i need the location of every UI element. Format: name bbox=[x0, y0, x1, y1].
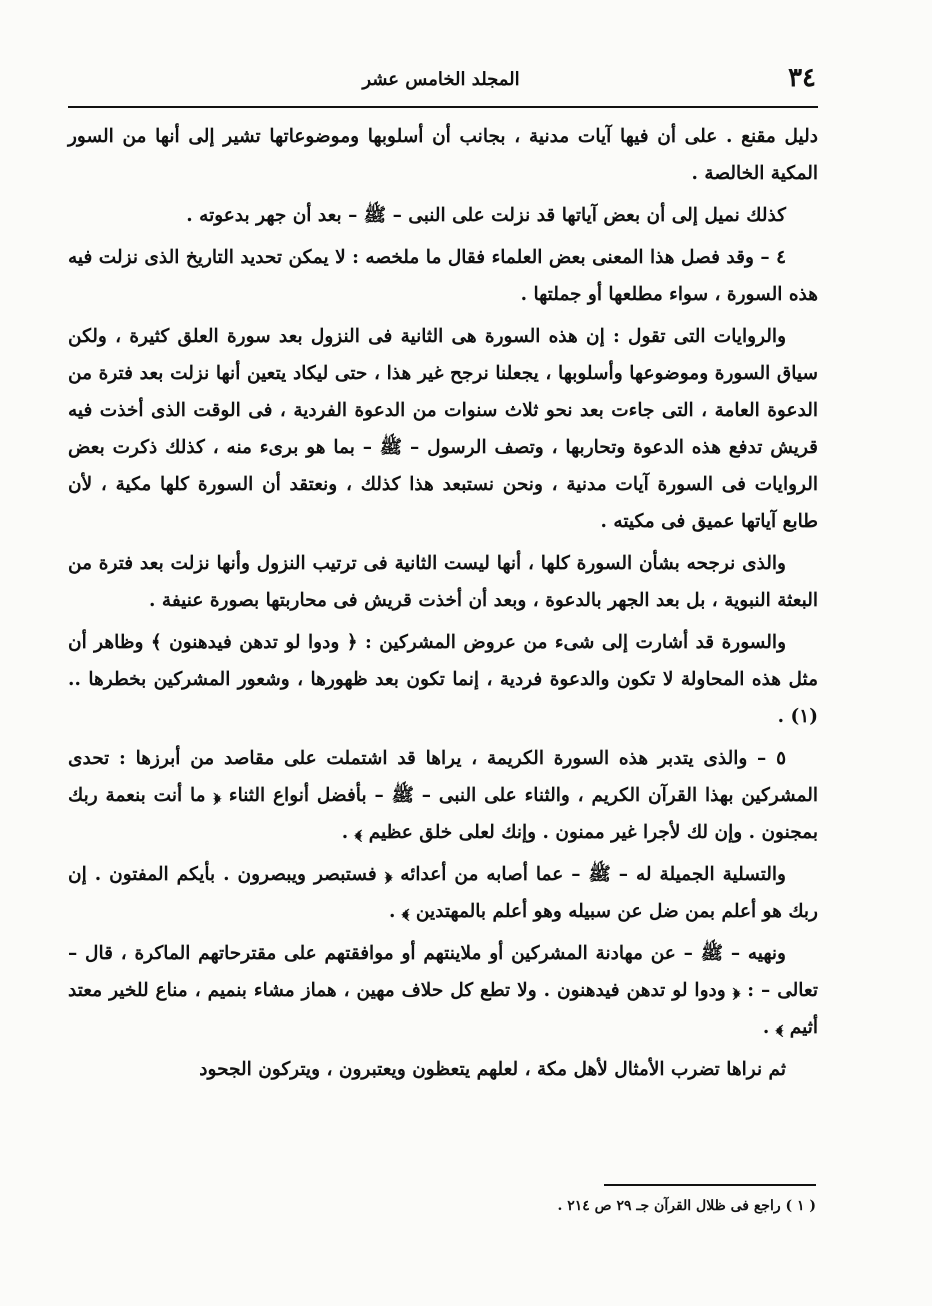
paragraph: والسورة قد أشارت إلى شىء من عروض المشركين : ﴿ ودوا لو تدهن فيدهنون ﴾ وظاهر أن مثل هذه المحاولة لا تكون والدعوة فردية ، إنما تكون بعد ظهورها ، وشعور المشركين بخطرها ..(١) . bbox=[68, 632, 818, 727]
page-header bbox=[66, 62, 816, 102]
paragraph: ٤ – وقد فصل هذا المعنى بعض العلماء فقال ما ملخصه : لا يمكن تحديد التاريخ الذى نزلت فيه هذه السورة ، سواء مطلعها أو جملتها . bbox=[68, 247, 818, 305]
footnote-rule bbox=[604, 1184, 816, 1186]
paragraph: والذى نرجحه بشأن السورة كلها ، أنها ليست الثانية فى ترتيب النزول وأنها نزلت بعد فترة من البعثة النبوية ، بل بعد الجهر بالدعوة ، وبعد أن أخذت قريش فى محاربتها بصورة عنيفة . bbox=[68, 553, 818, 611]
footnote: ( ١ ) راجع فى ظلال القرآن جـ ٢٩ ص ٢١٤ . bbox=[557, 1198, 816, 1214]
paragraph: ونهيه – ﷺ – عن مهادنة المشركين أو ملاينتهم أو موافقتهم على مقترحاتهم الماكرة ، قال – تعالى – : ﴿ ودوا لو تدهن فيدهنون . ولا تطع كل حلاف مهين ، هماز مشاء بنميم ، مناع للخير معتد أثيم ﴾ . bbox=[68, 943, 818, 1038]
paragraph: والروايات التى تقول : إن هذه السورة هى الثانية فى النزول بعد سورة العلق كثيرة ، ولكن سياق السورة وموضوعها وأسلوبها ، يجعلنا نرجح غير هذا ، حتى ليكاد يتعين أنها نزلت بعد فترة من الدعوة العامة ، التى جاءت بعد نحو ثلاث سنوات من الدعوة الفردية ، فى الوقت الذى أخذت فيه قريش تدفع هذه الدعوة وتحاربها ، وتصف الرسول – ﷺ – بما هو برىء منه ، كذلك ذكرت بعض الروايات فى السورة آيات مدنية ، ونحن نستبعد هذا كذلك ، ونعتقد أن السورة كلها مكية ، لأن طابع آياتها عميق فى مكيته . bbox=[68, 326, 818, 532]
running-title: المجلد الخامس عشر bbox=[362, 69, 520, 90]
paragraph: والتسلية الجميلة له – ﷺ – عما أصابه من أعدائه ﴿ فستبصر ويبصرون . بأيكم المفتون . إن ربك هو أعلم بمن ضل عن سبيله وهو أعلم بالمهتدين ﴾ . bbox=[68, 864, 818, 922]
paragraph: كذلك نميل إلى أن بعض آياتها قد نزلت على النبى – ﷺ – بعد أن جهر بدعوته . bbox=[186, 205, 786, 226]
body-text bbox=[68, 118, 818, 1093]
paragraph: دليل مقنع . على أن فيها آيات مدنية ، بجانب أن أسلوبها وموضوعاتها تشير إلى أنها من السور المكية الخالصة . bbox=[68, 126, 818, 184]
paragraph: ثم نراها تضرب الأمثال لأهل مكة ، لعلهم يتعظون ويعتبرون ، ويتركون الجحود bbox=[199, 1059, 786, 1080]
page-number: ٣٤ bbox=[788, 63, 816, 93]
header-rule bbox=[68, 106, 818, 108]
paragraph: ٥ – والذى يتدبر هذه السورة الكريمة ، يراها قد اشتملت على مقاصد من أبرزها : تحدى المشركين بهذا القرآن الكريم ، والثناء على النبى – ﷺ – بأفضل أنواع الثناء ﴿ ما أنت بنعمة ربك بمجنون . وإن لك لأجرا غير ممنون . وإنك لعلى خلق عظيم ﴾ . bbox=[68, 748, 818, 843]
